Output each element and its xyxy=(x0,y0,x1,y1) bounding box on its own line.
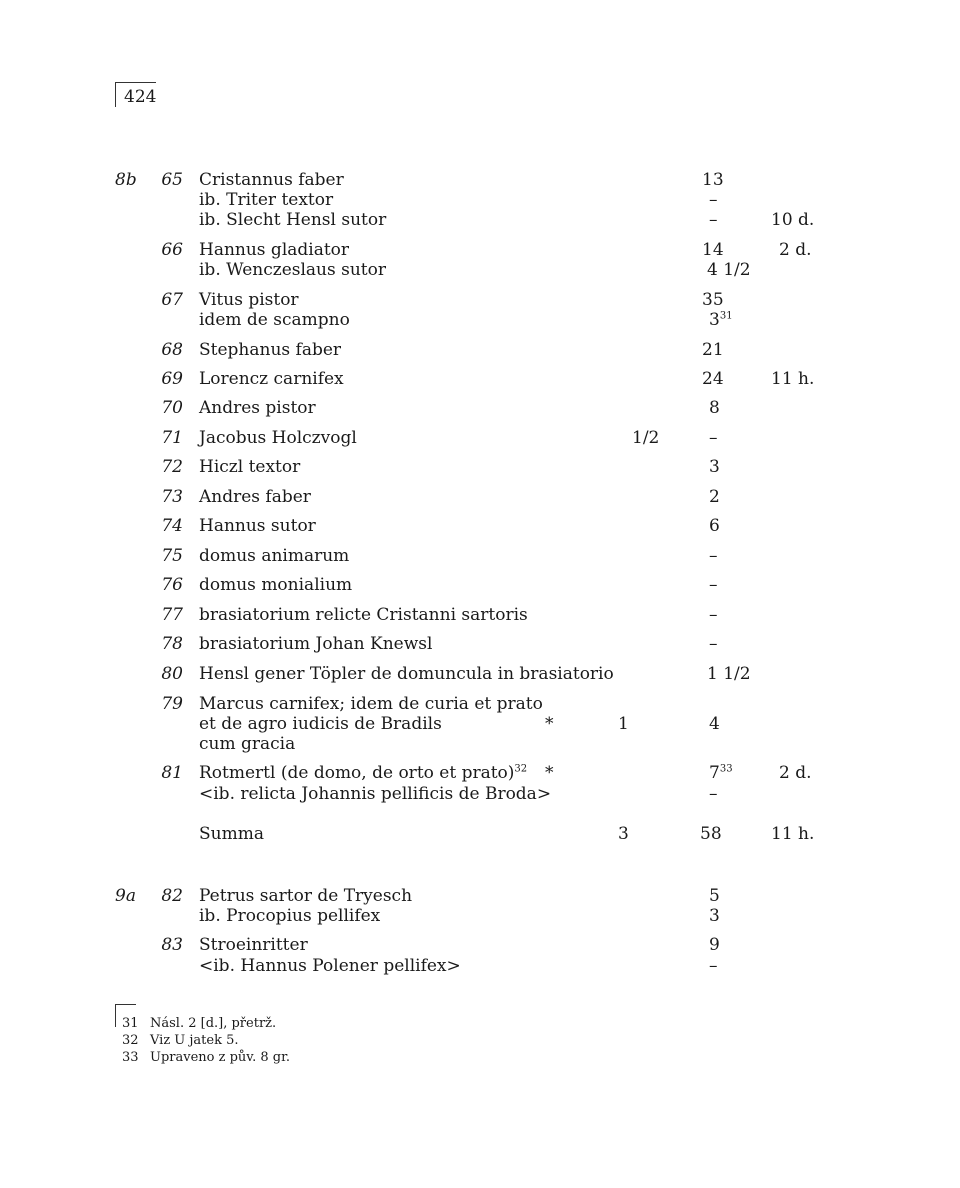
entry-number: 67 xyxy=(161,290,183,310)
value-cell: 1/2 xyxy=(632,428,660,448)
entry-text: idem de scampno xyxy=(199,310,350,330)
summa-value: 58 xyxy=(700,824,722,844)
value-cell: 4 xyxy=(709,714,720,734)
value-cell: – xyxy=(709,575,718,595)
mark-asterisk: * xyxy=(545,714,554,734)
entry-text: et de agro iudicis de Bradils xyxy=(199,714,442,734)
value-cell: $7^{33}$ xyxy=(709,763,733,783)
entry-text: ib. Slecht Hensl sutor xyxy=(199,210,387,230)
entry-text: Stroeinritter xyxy=(199,935,308,955)
entry-number: 65 xyxy=(161,170,183,190)
value-cell: 1 1/2 xyxy=(707,664,751,684)
entry-text: domus monialium xyxy=(199,575,353,595)
value-cell: $3^{31}$ xyxy=(709,310,733,330)
entry-text: Andres pistor xyxy=(199,398,316,418)
footnote-ref: 32 xyxy=(514,763,528,775)
entry-text: Hannus sutor xyxy=(199,516,316,536)
value-cell: 4 1/2 xyxy=(707,260,751,280)
entry-number: 66 xyxy=(161,240,183,260)
folio-label: 9a xyxy=(115,886,136,906)
entry-number: 78 xyxy=(161,634,183,654)
entry-text: ib. Procopius pellifex xyxy=(199,906,381,926)
value-cell: 21 xyxy=(702,340,724,360)
value-cell: 14 xyxy=(702,240,724,260)
entry-text: brasiatorium Johan Knewsl xyxy=(199,634,433,654)
value-cell: 2 d. xyxy=(779,763,812,783)
value-cell: 5 xyxy=(709,886,720,906)
entry-text: Petrus sartor de Tryesch xyxy=(199,886,413,906)
entry-number: 83 xyxy=(161,935,183,955)
entry-text: Hensl gener Töpler de domuncula in brasiatorio xyxy=(199,664,614,684)
entry-text: <ib. Hannus Polener pellifex> xyxy=(199,956,461,976)
footnote-number: 32 xyxy=(122,1033,139,1048)
entry-number: 79 xyxy=(161,694,183,714)
entry-text: cum gracia xyxy=(199,734,296,754)
entry-text: Andres faber xyxy=(199,487,311,507)
footnote-text: Upraveno z pův. 8 gr. xyxy=(150,1050,290,1065)
value-cell: 24 xyxy=(702,369,724,389)
footnote-number: 33 xyxy=(122,1050,139,1065)
entry-number: 71 xyxy=(161,428,183,448)
entry-text: brasiatorium relicte Cristanni sartoris xyxy=(199,605,528,625)
value-cell: 35 xyxy=(702,290,724,310)
value-cell: – xyxy=(709,546,718,566)
entry-text: Cristannus faber xyxy=(199,170,344,190)
footnote-text: Viz U jatek 5. xyxy=(150,1033,239,1048)
value-cell: – xyxy=(709,190,718,210)
entry-number: 80 xyxy=(161,664,183,684)
summa-value: 3 xyxy=(618,824,629,844)
value-cell: – xyxy=(709,428,718,448)
mark-asterisk: * xyxy=(545,763,554,783)
entry-number: 70 xyxy=(161,398,183,418)
entry-text: Lorencz carnifex xyxy=(199,369,344,389)
value-cell: 13 xyxy=(702,170,724,190)
entry-number: 77 xyxy=(161,605,183,625)
entry-text: Vitus pistor xyxy=(199,290,299,310)
value-cell: 3 xyxy=(709,906,720,926)
value-cell: 2 xyxy=(709,487,720,507)
value-cell: 10 d. xyxy=(771,210,815,230)
entry-number: 82 xyxy=(161,886,183,906)
entry-number: 69 xyxy=(161,369,183,389)
footnote-number: 31 xyxy=(122,1016,139,1031)
footnote-text: Násl. 2 [d.], přetrž. xyxy=(150,1016,277,1031)
entry-text: Hiczl textor xyxy=(199,457,301,477)
entry-text: Rotmertl (de domo, de orto et prato)$^{32}$ xyxy=(199,763,528,783)
page-number: 424 xyxy=(115,82,156,107)
footnote-ref: 31 xyxy=(719,310,733,322)
entry-text: <ib. relicta Johannis pellificis de Broda> xyxy=(199,784,552,804)
entry-text: Marcus carnifex; idem de curia et prato xyxy=(199,694,543,714)
value-cell: 8 xyxy=(709,398,720,418)
value-cell: 6 xyxy=(709,516,720,536)
entry-text: Stephanus faber xyxy=(199,340,342,360)
value-cell: – xyxy=(709,210,718,230)
entry-number: 74 xyxy=(161,516,183,536)
entry-text: Jacobus Holczvogl xyxy=(199,428,357,448)
summa-label: Summa xyxy=(199,824,264,844)
entry-text: domus animarum xyxy=(199,546,350,566)
value-cell: 1 xyxy=(618,714,629,734)
entry-number: 73 xyxy=(161,487,183,507)
summa-value: 11 h. xyxy=(771,824,815,844)
value-cell: – xyxy=(709,634,718,654)
entry-text: ib. Triter textor xyxy=(199,190,334,210)
value-cell: 11 h. xyxy=(771,369,815,389)
value-cell: – xyxy=(709,956,718,976)
value-cell: 2 d. xyxy=(779,240,812,260)
value-cell: 9 xyxy=(709,935,720,955)
entry-number: 76 xyxy=(161,575,183,595)
entry-number: 72 xyxy=(161,457,183,477)
value-cell: – xyxy=(709,784,718,804)
folio-label: 8b xyxy=(115,170,137,190)
entry-text: Hannus gladiator xyxy=(199,240,350,260)
entry-number: 81 xyxy=(161,763,183,783)
value-cell: – xyxy=(709,605,718,625)
footnote-ref: 33 xyxy=(719,763,733,775)
value-cell: 3 xyxy=(709,457,720,477)
entry-number: 68 xyxy=(161,340,183,360)
entry-number: 75 xyxy=(161,546,183,566)
entry-text: ib. Wenczeslaus sutor xyxy=(199,260,386,280)
